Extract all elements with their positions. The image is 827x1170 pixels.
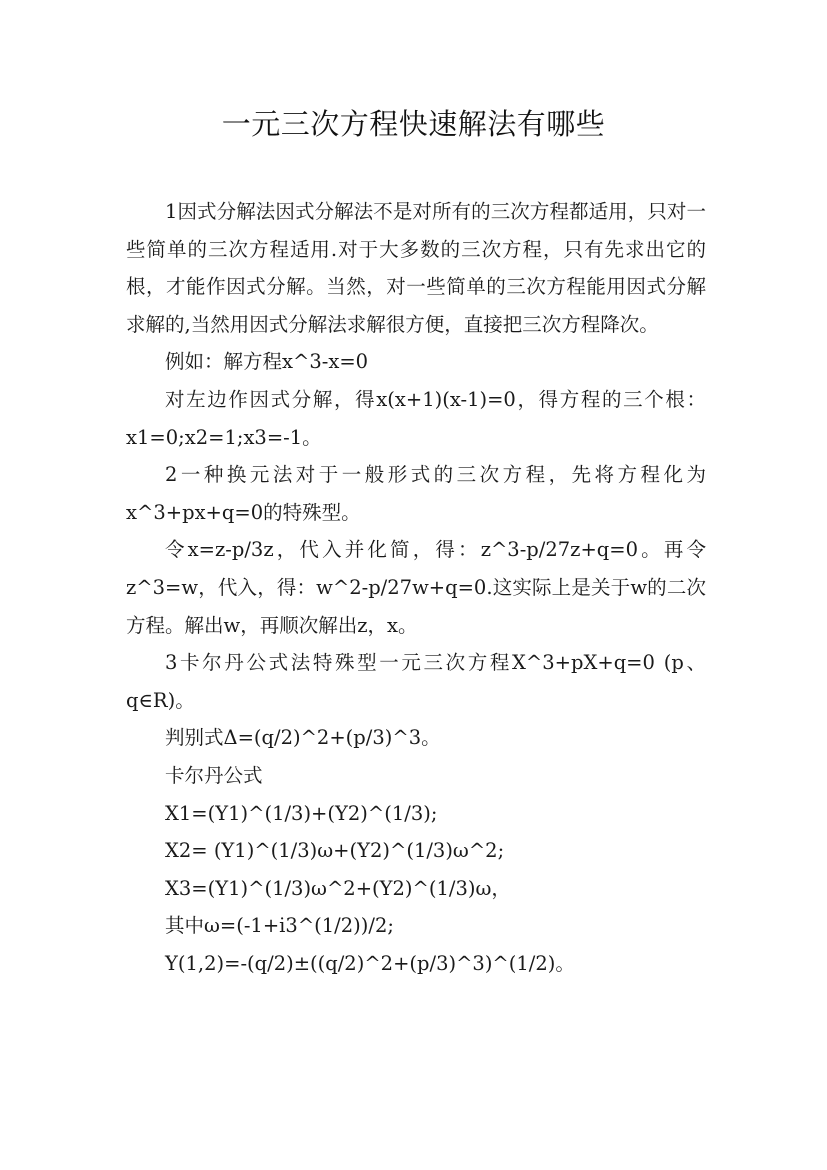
paragraph-substitution-method: 2一种换元法对于一般形式的三次方程，先将方程化为x^3+px+q=0的特殊型。 [126, 463, 706, 524]
formula-omega: 其中ω=(-1+i3^(1/2))/2; [165, 914, 394, 938]
paragraph-cardano-heading: 卡尔丹公式 [165, 763, 263, 787]
paragraph-substitution-steps: 令x=z-p/3z，代入并化简，得：z^3-p/27z+q=0。再令z^3=w，代入，得：w^2-p/27w+q=0.这实际上是关于w的二次方程。解出w，再顺次解出z，x。 [126, 538, 706, 637]
paragraph-cardano-method: 3卡尔丹公式法特殊型一元三次方程X^3+pX+q=0 (p、q∈R)。 [126, 651, 706, 712]
document-title: 一元三次方程快速解法有哪些 [221, 107, 606, 141]
formula-x3: X3=(Y1)^(1/3)ω^2+(Y2)^(1/3)ω， [165, 876, 511, 900]
paragraph-factorization-result: 对左边作因式分解，得x(x+1)(x-1)=0，得方程的三个根：x1=0;x2=1;x3=-1。 [126, 387, 706, 449]
document-body [126, 193, 706, 982]
formula-x1: X1=(Y1)^(1/3)+(Y2)^(1/3); [165, 801, 438, 825]
paragraph-discriminant: 判别式Δ=(q/2)^2+(p/3)^3。 [165, 726, 441, 750]
formula-y12: Y(1,2)=-(q/2)±((q/2)^2+(p/3)^3)^(1/2)。 [165, 951, 575, 975]
formula-x2: X2= (Y1)^(1/3)ω+(Y2)^(1/3)ω^2; [165, 839, 505, 863]
paragraph-factorization-method: 1因式分解法因式分解法不是对所有的三次方程都适用，只对一些简单的三次方程适用.对于大多数的三次方程，只有先求出它的根，才能作因式分解。当然，对一些简单的三次方程能用因式分解求解的,当然用因式分解法求解很方便，直接把三次方程降次。 [126, 200, 706, 336]
paragraph-example: 例如：解方程x^3-x=0 [165, 350, 369, 374]
